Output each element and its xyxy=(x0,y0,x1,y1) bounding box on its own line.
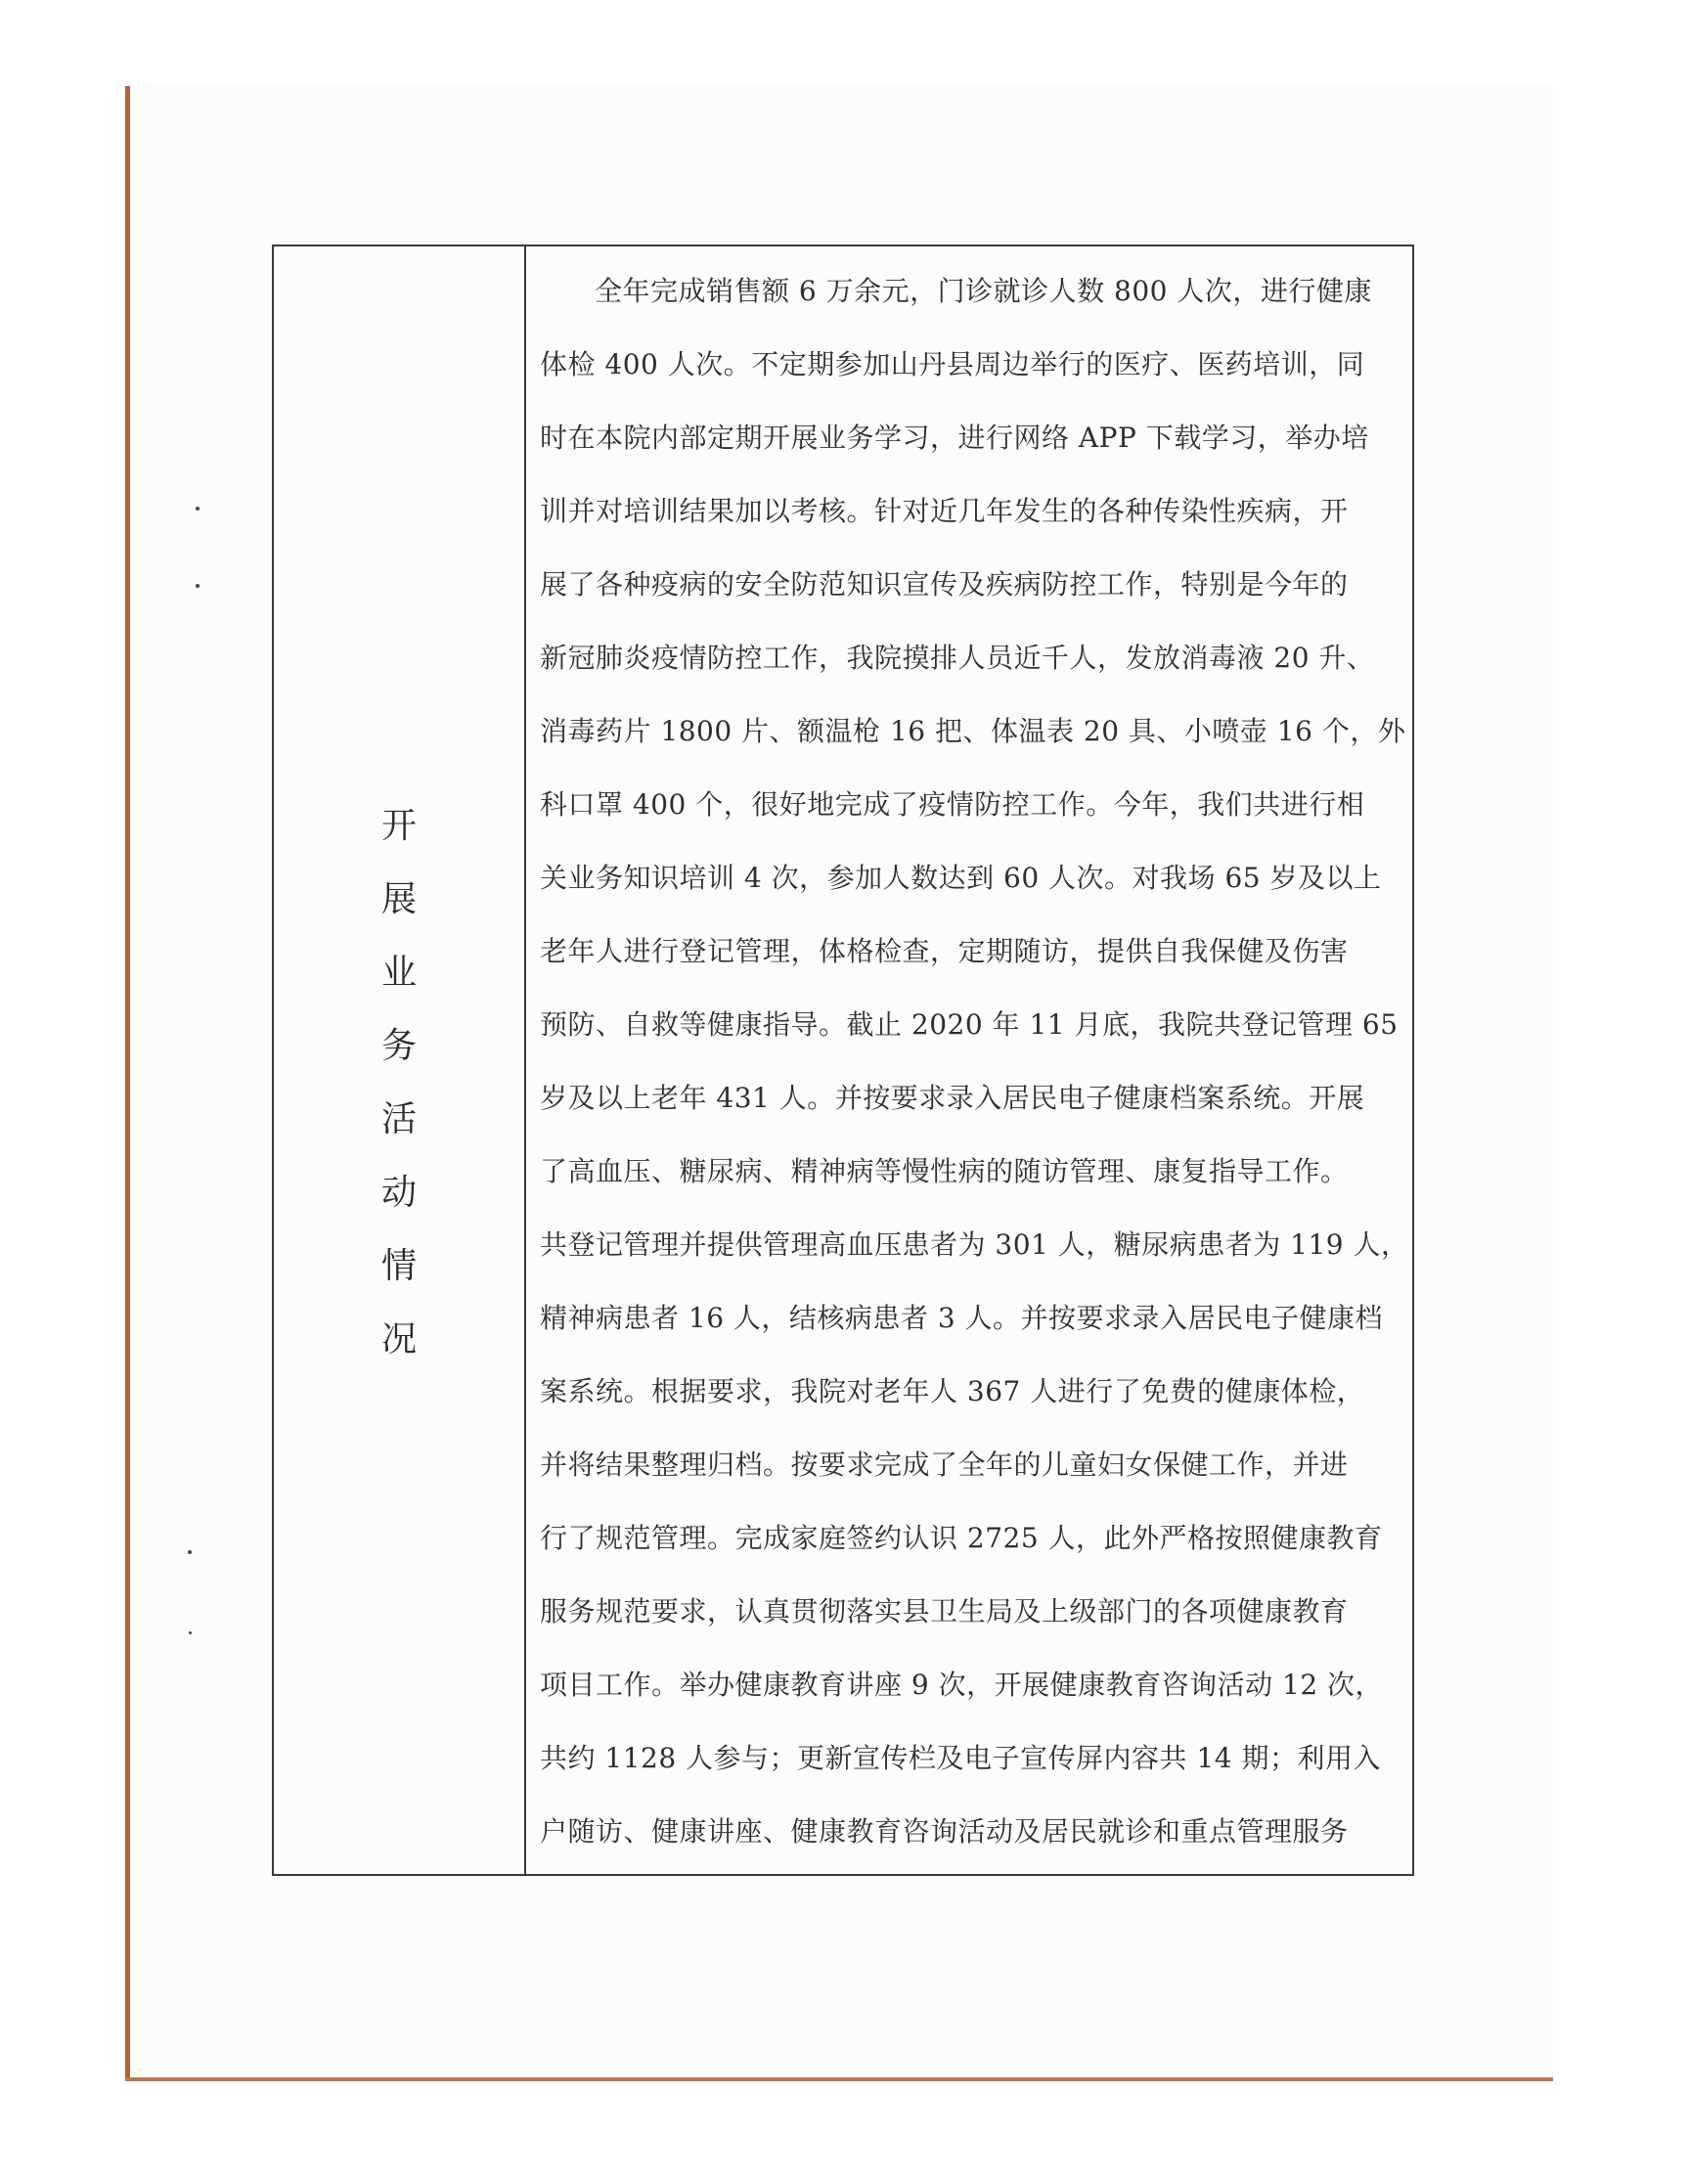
content-line: 消毒药片 1800 片、额温枪 16 把、体温表 20 具、小喷壶 16 个，外 xyxy=(540,715,1406,747)
row-label-char: 开 xyxy=(380,806,417,846)
page-bottom-edge xyxy=(125,2077,1553,2081)
content-line: 新冠肺炎疫情防控工作，我院摸排人员近千人，发放消毒液 20 升、 xyxy=(540,642,1375,674)
activity-form-table xyxy=(272,245,1414,1876)
content-line: 共约 1128 人参与；更新宣传栏及电子宣传屏内容共 14 期；利用入 xyxy=(540,1742,1381,1774)
content-line: 服务规范要求，认真贯彻落实县卫生局及上级部门的各项健康教育 xyxy=(540,1595,1349,1627)
row-label-cell xyxy=(274,246,526,1874)
content-line: 训并对培训结果加以考核。针对近几年发生的各种传染性疾病，开 xyxy=(540,495,1349,527)
content-text xyxy=(540,254,1410,1868)
content-line: 时在本院内部定期开展业务学习，进行网络 APP 下载学习，举办培 xyxy=(540,422,1369,454)
content-cell xyxy=(526,246,1412,1874)
row-label-char: 动 xyxy=(380,1173,417,1213)
content-line: 体检 400 人次。不定期参加山丹县周边举行的医疗、医药培训，同 xyxy=(540,348,1365,380)
margin-speck xyxy=(196,507,200,511)
row-label-char: 展 xyxy=(380,879,417,919)
row-label-char: 情 xyxy=(380,1246,417,1286)
row-label-char: 况 xyxy=(380,1319,417,1359)
content-line: 预防、自救等健康指导。截止 2020 年 11 月底，我院共登记管理 65 xyxy=(540,1008,1399,1041)
row-label-vertical xyxy=(274,789,524,1376)
content-line: 并将结果整理归档。按要求完成了全年的儿童妇女保健工作，并进 xyxy=(540,1449,1349,1481)
content-line: 精神病患者 16 人，结核病患者 3 人。并按要求录入居民电子健康档 xyxy=(540,1302,1384,1334)
content-line: 科口罩 400 个，很好地完成了疫情防控工作。今年，我们共进行相 xyxy=(540,788,1365,821)
row-label-char: 活 xyxy=(380,1099,417,1139)
content-line: 展了各种疫病的安全防范知识宣传及疾病防控工作，特别是今年的 xyxy=(540,568,1349,601)
row-label-char: 业 xyxy=(380,953,417,993)
page-left-edge xyxy=(125,86,130,2081)
content-line: 关业务知识培训 4 次，参加人数达到 60 人次。对我场 65 岁及以上 xyxy=(540,862,1382,894)
content-line: 共登记管理并提供管理高血压患者为 301 人，糖尿病患者为 119 人， xyxy=(540,1228,1409,1261)
margin-speck xyxy=(189,1631,192,1634)
content-line: 岁及以上老年 431 人。并按要求录入居民电子健康档案系统。开展 xyxy=(540,1082,1365,1114)
margin-speck xyxy=(196,584,200,588)
content-line: 全年完成销售额 6 万余元，门诊就诊人数 800 人次，进行健康 xyxy=(595,275,1372,307)
content-line: 案系统。根据要求，我院对老年人 367 人进行了免费的健康体检， xyxy=(540,1375,1365,1407)
content-line: 了高血压、糖尿病、精神病等慢性病的随访管理、康复指导工作。 xyxy=(540,1155,1349,1187)
content-line: 老年人进行登记管理，体格检查，定期随访，提供自我保健及伤害 xyxy=(540,935,1349,967)
content-line: 项目工作。举办健康教育讲座 9 次，开展健康教育咨询活动 12 次， xyxy=(540,1669,1384,1701)
content-line: 户随访、健康讲座、健康教育咨询活动及居民就诊和重点管理服务 xyxy=(540,1815,1349,1848)
content-line: 行了规范管理。完成家庭签约认识 2725 人，此外严格按照健康教育 xyxy=(540,1522,1383,1554)
row-label-char: 务 xyxy=(380,1026,417,1066)
margin-speck xyxy=(188,1550,192,1554)
